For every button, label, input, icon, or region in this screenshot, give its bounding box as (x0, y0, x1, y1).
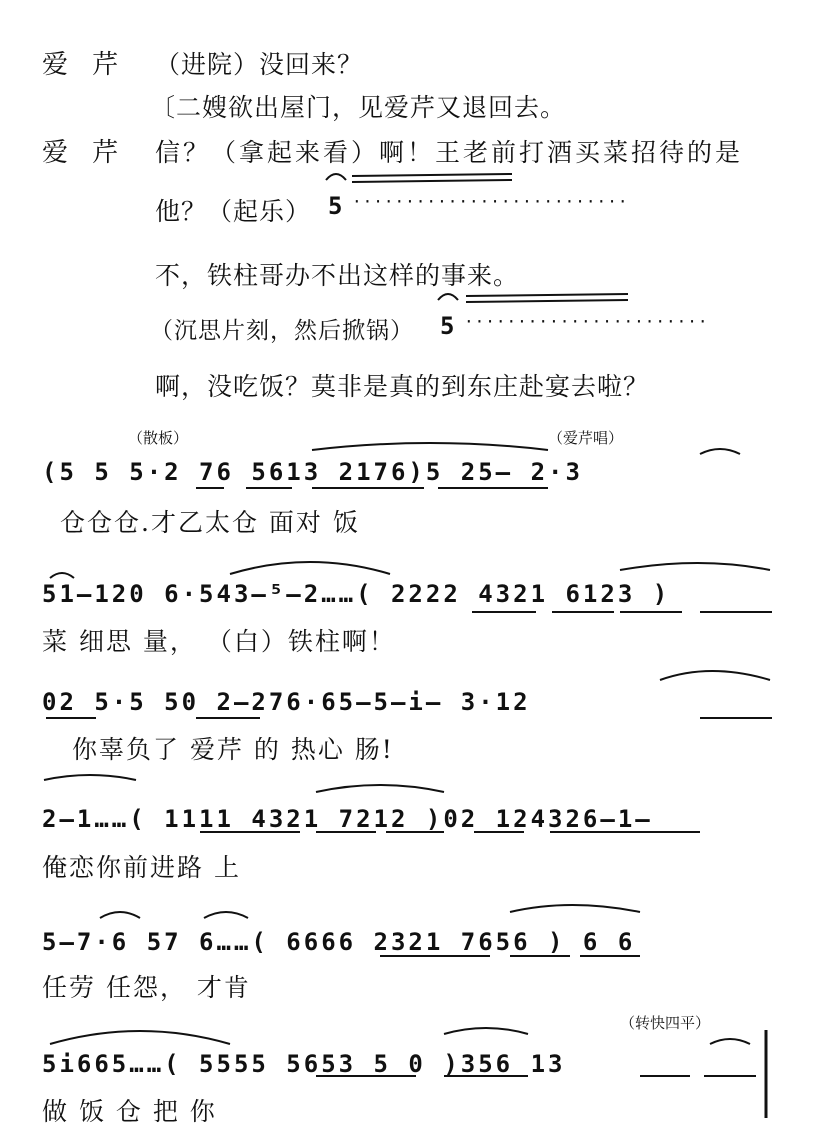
slur-row-5c (510, 905, 640, 912)
tremolo-line-3 (466, 294, 628, 296)
rest-mark-1: 5 (328, 192, 346, 220)
score-row-2-lyrics: 菜 细思 量， （白）铁柱啊！ (42, 627, 396, 656)
dialogue-line-6: （沉思片刻，然后掀锅） (150, 318, 414, 344)
slur-row-1b (700, 449, 740, 454)
fermata-dots-1: ·························· (352, 192, 629, 211)
slur-row-1 (312, 443, 548, 450)
slur-row-6c (710, 1039, 750, 1044)
dialogue-line-5: 不，铁柱哥办不出这样的事来。 (155, 261, 520, 290)
slur-row-4a (44, 775, 136, 780)
dialogue-line-3: 信？（拿起来看）啊！王老前打酒买菜招待的是 (155, 138, 744, 167)
tremolo-line-1 (352, 174, 512, 176)
slur-row-2 (230, 562, 390, 574)
score-row-6-lyrics: 做 饭 仓 把 你 (42, 1097, 217, 1126)
tremolo-line-4 (466, 300, 628, 302)
dialogue-line-7: 啊，没吃饭？莫非是真的到东庄赴宴去啦？ (155, 372, 650, 401)
slur-row-2c (50, 573, 74, 578)
speaker-label-1: 爱 芹 (42, 50, 127, 80)
score-row-4-lyrics: 俺恋你前进路 上 (42, 853, 241, 882)
stage-direction-1: 〔二嫂欲出屋门，见爱芹又退回去。 (150, 93, 567, 122)
slur-row-2b (620, 563, 770, 570)
slur-row-5a (100, 912, 140, 918)
slur-row-6b (444, 1028, 528, 1034)
dialogue-line-4: 他？（起乐） (155, 197, 312, 226)
fermata-arc-2 (438, 294, 458, 300)
tremolo-line-2 (352, 180, 512, 182)
score-row-2-notes: 51–120 6·543–⁵–2……( 2222 4321 6123 ) (42, 580, 671, 608)
score-row-3-notes: 02 5·5 50 2–276·65–5–i– 3·12 (42, 688, 531, 716)
slur-row-3 (660, 671, 770, 680)
tempo-mark-sanban: （散板） (128, 429, 189, 447)
slur-row-6a (50, 1031, 230, 1044)
slur-row-4b (316, 785, 444, 792)
score-row-3-lyrics: 你辜负了 爱芹 的 热心 肠! (72, 735, 394, 764)
rest-mark-2: 5 (440, 312, 458, 340)
score-row-5-lyrics: 任劳 任怨， 才肯 (42, 973, 251, 1002)
tempo-mark-kuaisiping: （转快四平） (620, 1014, 711, 1032)
score-row-4-notes: 2–1……( 1111 4321 7212 )02 124326–1– (42, 805, 653, 833)
score-row-1-lyrics: 仓仓仓.才乙太仓 面对 饭 (60, 508, 360, 537)
score-row-5-notes: 5–7·6 57 6……( 6666 2321 7656 ) 6 6 (42, 928, 636, 956)
fermata-dots-2: ······················· (464, 312, 709, 331)
singer-mark: （爱芹唱） (548, 429, 624, 447)
dialogue-line-1: （进院）没回来？ (155, 50, 364, 79)
score-row-6-notes: 5i665……( 5555 5653 5 0 )356 13 (42, 1050, 566, 1078)
score-row-1-notes: (5 5 5·2 76 5613 2176)5 25– 2·3 (42, 458, 583, 486)
slur-row-5b (204, 912, 248, 918)
speaker-label-2: 爱 芹 (42, 138, 127, 168)
fermata-arc-1 (326, 174, 346, 180)
